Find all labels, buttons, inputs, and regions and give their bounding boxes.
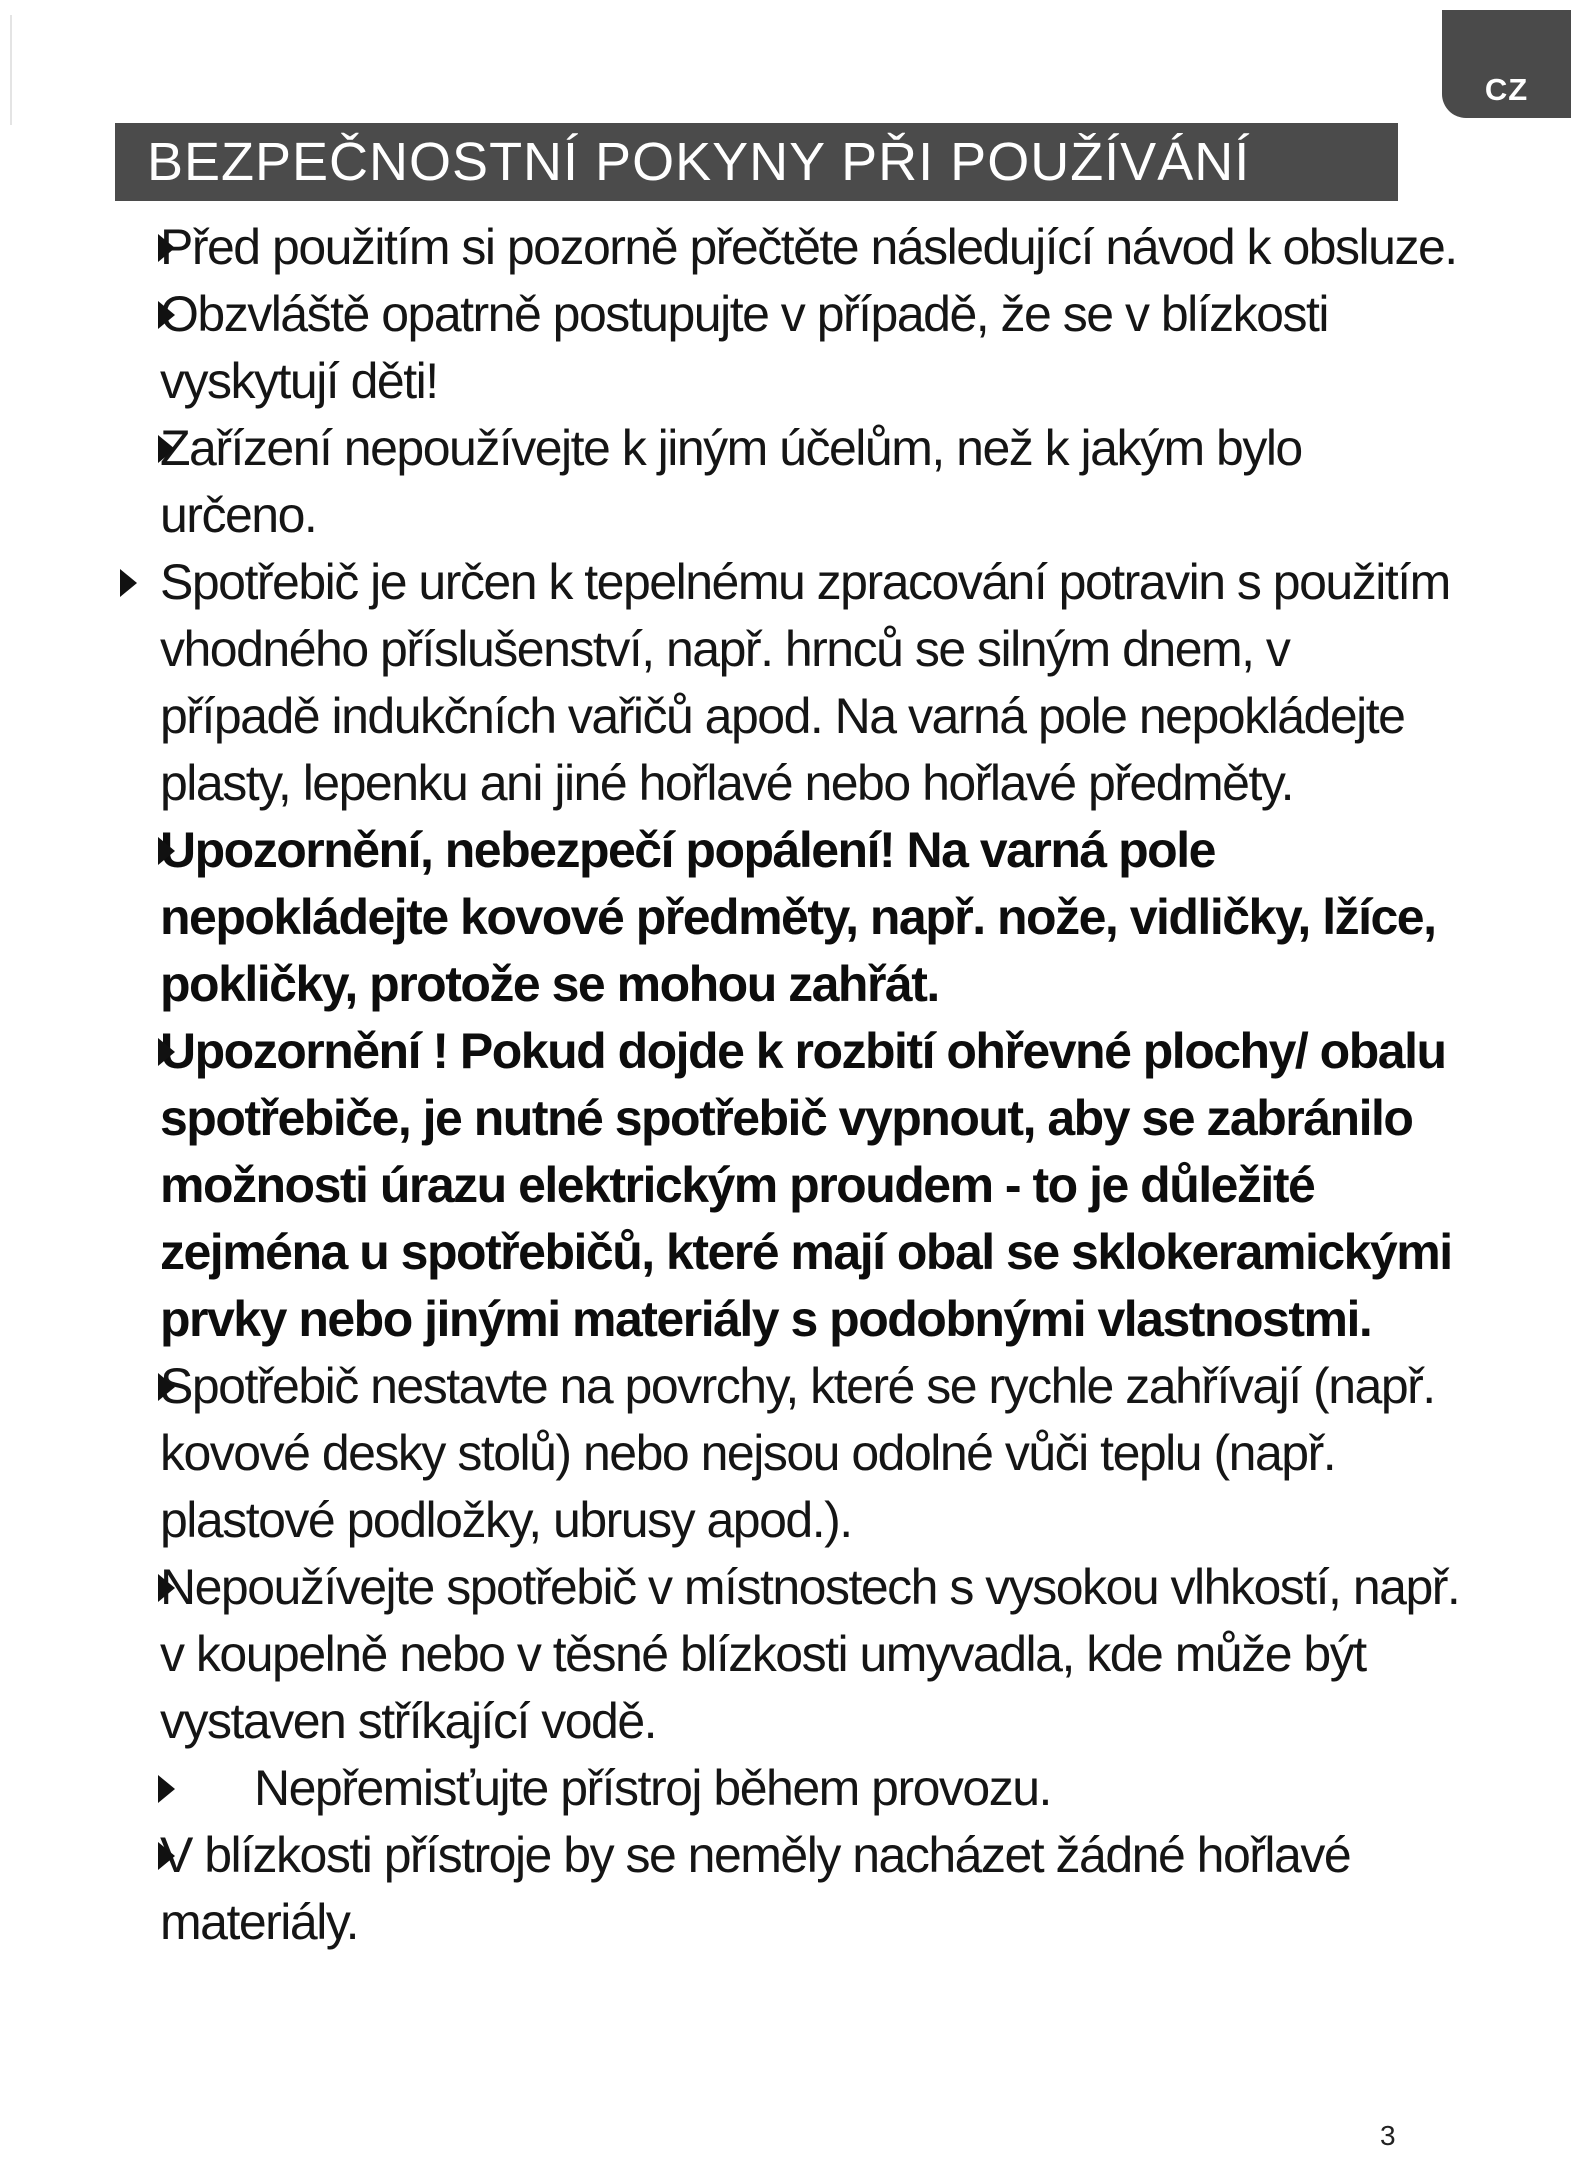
list-item-text: Spotřebič nestavte na povrchy, které se rychle zahřívají (např. kovové desky stolů) nebo nejsou odolné vůči teplu (např. plastové podložky, ubrusy apod.). <box>160 1358 1435 1548</box>
triangle-bullet-icon <box>158 1373 175 1401</box>
warning-item-text: Upozornění ! Pokud dojde k rozbití ohřevné plochy/ obalu spotřebiče, je nutné spotřebič vypnout, aby se zabránilo možnosti úrazu elektrickým proudem - to je důležité zejména u spotřebičů, které mají obal se sklokeramickými prvky nebo jinými materiály s podobnými vlastnostmi. <box>160 1023 1452 1347</box>
triangle-bullet-icon <box>158 234 175 262</box>
triangle-bullet-icon <box>158 1775 175 1803</box>
list-item <box>100 1755 1460 1822</box>
warning-item <box>100 817 1460 1018</box>
list-item-text: V blízkosti přístroje by se neměly nacházet žádné hořlavé materiály. <box>160 1827 1351 1950</box>
list-item <box>100 1554 1460 1755</box>
triangle-bullet-icon <box>158 435 175 463</box>
list-item <box>100 214 1460 281</box>
list-item-text: Nepřemisťujte přístroj během provozu. <box>254 1760 1051 1816</box>
triangle-bullet-icon <box>158 1038 175 1066</box>
warning-item <box>100 1018 1460 1353</box>
section-title: BEZPEČNOSTNÍ POKYNY PŘI POUŽÍVÁNÍ <box>115 123 1398 201</box>
list-item-text: Nepoužívejte spotřebič v místnostech s vysokou vlhkostí, např. v koupelně nebo v těsné blízkosti umyvadla, kde může být vystaven stříkající vodě. <box>160 1559 1460 1749</box>
triangle-bullet-icon <box>158 301 175 329</box>
list-item <box>100 1822 1460 1956</box>
language-tab <box>1442 10 1571 118</box>
triangle-bullet-icon <box>158 1842 175 1870</box>
safety-instructions-list <box>100 214 1460 1956</box>
triangle-bullet-icon <box>158 1574 175 1602</box>
warning-item-text: Upozornění, nebezpečí popálení! Na varná pole nepokládejte kovové předměty, např. nože, vidličky, lžíce, pokličky, protože se mohou zahřát. <box>160 822 1436 1012</box>
list-item <box>100 1353 1460 1554</box>
triangle-bullet-icon <box>120 569 137 597</box>
triangle-bullet-icon <box>158 837 175 865</box>
list-item-text: Zařízení nepoužívejte k jiným účelům, než k jakým bylo určeno. <box>160 420 1302 543</box>
list-item-text: Spotřebič je určen k tepelnému zpracování potravin s použitím vhodného příslušenství, např. hrnců se silným dnem, v případě indukčních vařičů apod. Na varná pole nepokládejte plasty, lepenku ani jiné hořlavé nebo hořlavé předměty. <box>160 554 1450 811</box>
list-item <box>100 281 1460 415</box>
list-item <box>100 549 1460 817</box>
page-edge-rule <box>10 15 12 125</box>
list-item-text: Před použitím si pozorně přečtěte následující návod k obsluze. <box>160 219 1457 275</box>
list-item <box>100 415 1460 549</box>
page-number: 3 <box>1380 2120 1396 2151</box>
language-code: CZ <box>1484 72 1529 107</box>
list-item-text: Obzvláště opatrně postupujte v případě, že se v blízkosti vyskytují děti! <box>160 286 1328 409</box>
